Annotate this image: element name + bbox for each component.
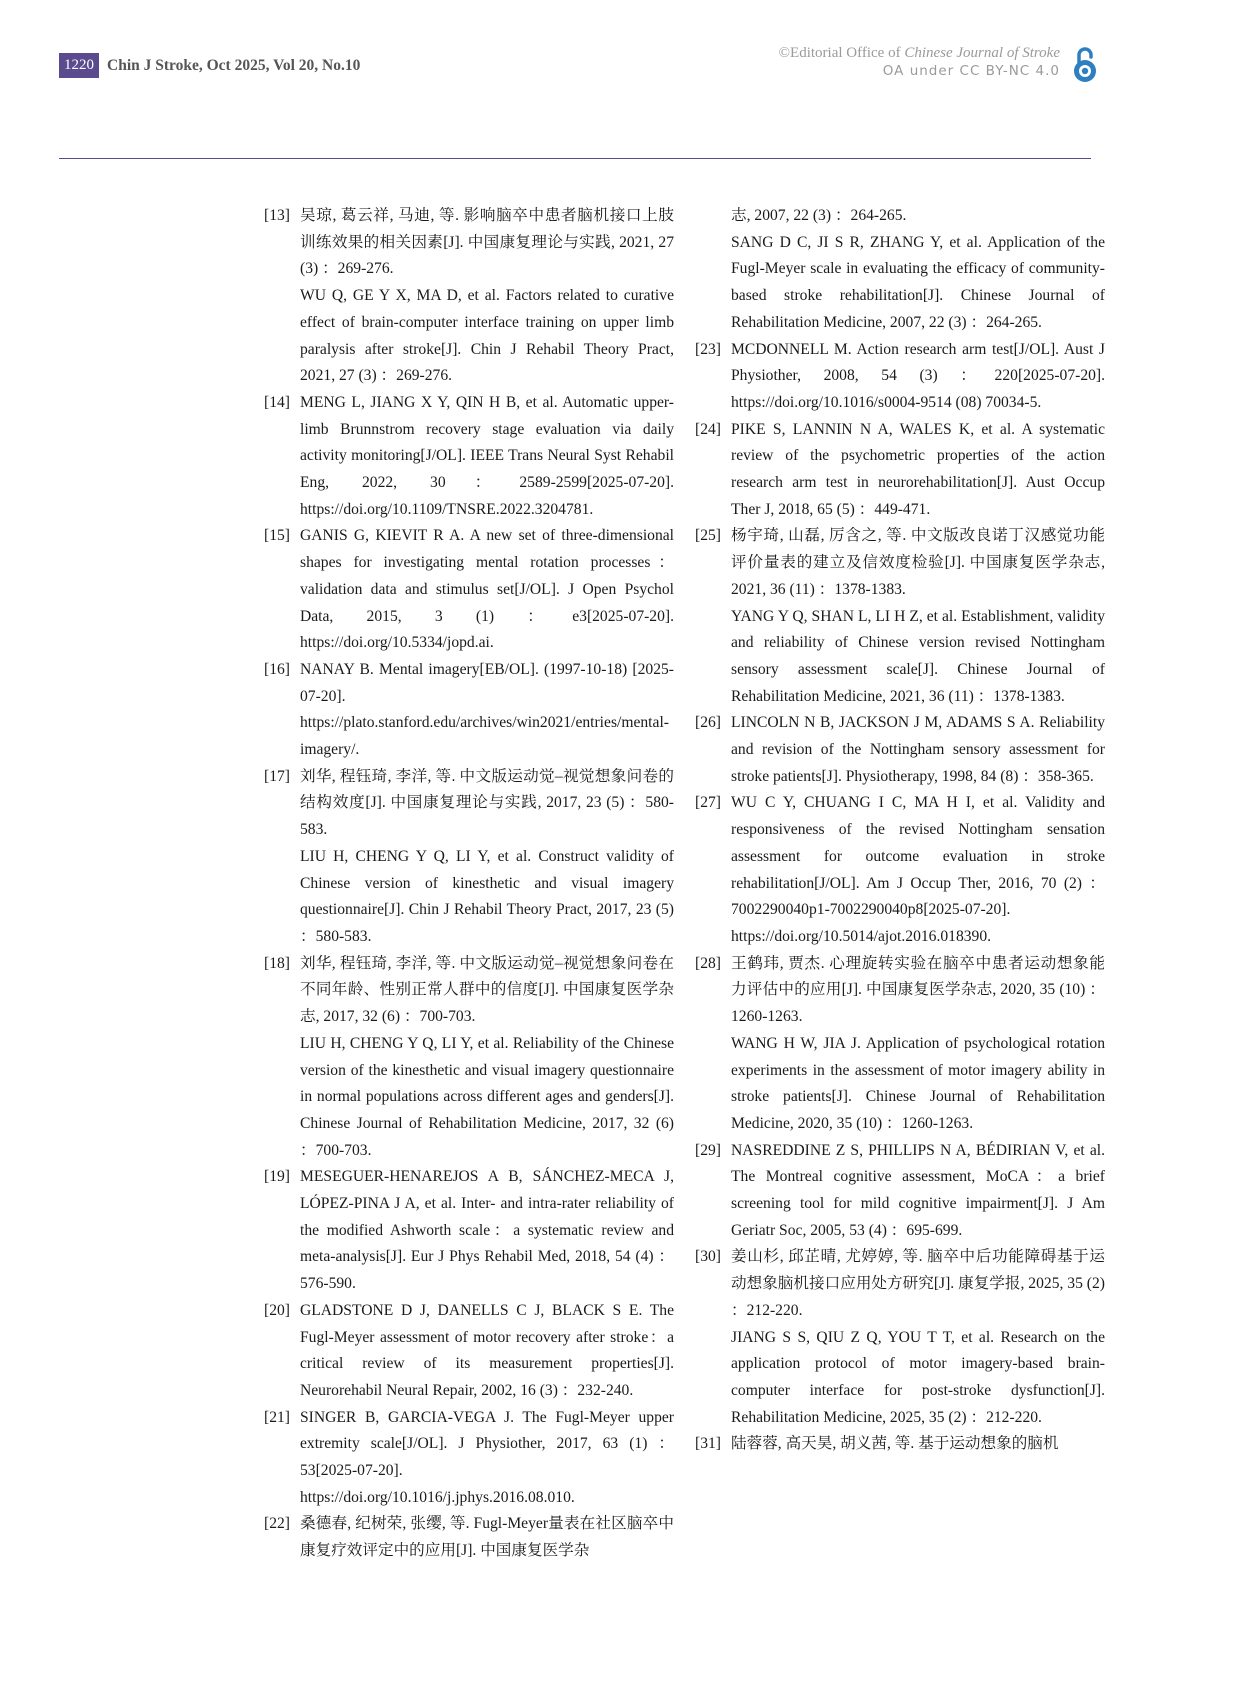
journal-citation: Chin J Stroke, Oct 2025, Vol 20, No.10 bbox=[107, 56, 361, 74]
reference-text: 姜山杉, 邱芷晴, 尤婷婷, 等. 脑卒中后功能障碍基于运动想象脑机接口应用处方研究[J]. 康复学报, 2025, 35 (2) ：212-220. bbox=[731, 1248, 1105, 1319]
reference-text: 刘华, 程钰琦, 李洋, 等. 中文版运动觉–视觉想象问卷的结构效度[J]. 中国康复理论与实践, 2017, 23 (5) ：580-583. bbox=[300, 767, 674, 839]
reference-text: NASREDDINE Z S, PHILLIPS N A, BÉDIRIAN V, et al. The Montreal cognitive assessment, MoCA：a brief screening tool for mild cognitive impairment[J]. J Am Geriatr Soc, 2005, 53 (4) ：695-699. bbox=[731, 1141, 1105, 1239]
reference-item bbox=[695, 417, 1105, 524]
reference-text: SINGER B, GARCIA-VEGA J. The Fugl-Meyer upper extremity scale[J/OL]. J Physiother, 2017, 63 (1) ：53[2025-07-20]. https://doi.org/10.1016/j.jphys.2016.08.010. bbox=[300, 1408, 674, 1506]
reference-item bbox=[695, 790, 1105, 950]
page-number: 1220 bbox=[59, 53, 99, 78]
reference-number: [18] bbox=[264, 954, 290, 972]
reference-item bbox=[264, 951, 674, 1165]
reference-item bbox=[695, 523, 1105, 710]
running-header-right bbox=[779, 44, 1060, 80]
reference-number: [30] bbox=[695, 1248, 721, 1266]
header-rule bbox=[59, 158, 1091, 159]
reference-text: MENG L, JIANG X Y, QIN H B, et al. Automatic upper-limb Brunnstrom recovery stage evaluation via daily activity monitoring[J/OL]. IEEE Trans Neural Syst Rehabil Eng, 2022, 30：2589-2599[2025-07-20]. https://doi.org/10.1109/TNSRE.2022.3204781. bbox=[300, 393, 674, 518]
reference-item bbox=[695, 337, 1105, 417]
reference-text: 王鹤玮, 贾杰. 心理旋转实验在脑卒中患者运动想象能力评估中的应用[J]. 中国康复医学杂志, 2020, 35 (10) ：1260-1263. bbox=[731, 954, 1105, 1026]
reference-number: [28] bbox=[695, 954, 721, 972]
reference-text: LINCOLN N B, JACKSON J M, ADAMS S A. Reliability and revision of the Nottingham sensory assessment for stroke patients[J]. Physiotherapy, 1998, 84 (8) ：358-365. bbox=[731, 714, 1105, 785]
reference-number: [21] bbox=[264, 1408, 290, 1426]
reference-text: 刘华, 程钰琦, 李洋, 等. 中文版运动觉–视觉想象问卷在不同年龄、性别正常人群中的信度[J]. 中国康复医学杂志, 2017, 32 (6) ：700-703. bbox=[300, 954, 674, 1026]
reference-text: GANIS G, KIEVIT R A. A new set of three-dimensional shapes for investigating mental rotation processes：validation data and stimulus set[J/OL]. J Open Psychol Data, 2015, 3 (1) ：e3[2025-07-20]. https://doi.org/10.5334/jopd.ai. bbox=[300, 527, 674, 652]
references-right-column bbox=[695, 203, 1105, 1458]
reference-number: [27] bbox=[695, 794, 721, 812]
reference-text: 吴琼, 葛云祥, 马迪, 等. 影响脑卒中患者脑机接口上肢训练效果的相关因素[J]. 中国康复理论与实践, 2021, 27 (3) ：269-276. bbox=[300, 207, 674, 278]
reference-item bbox=[264, 657, 674, 764]
open-access-lock-icon bbox=[1070, 44, 1100, 84]
reference-item bbox=[264, 1405, 674, 1512]
reference-number: [26] bbox=[695, 714, 721, 732]
reference-text: 志, 2007, 22 (3) ：264-265. bbox=[731, 207, 907, 224]
reference-number: [20] bbox=[264, 1301, 290, 1319]
reference-text: MESEGUER-HENAREJOS A B, SÁNCHEZ-MECA J, LÓPEZ-PINA J A, et al. Inter- and intra-rater reliability of the modified Ashworth scale：a systematic review and meta-analysis[J]. Eur J Phys Rehabil Med, 2018, 54 (4) ：576-590. bbox=[300, 1168, 674, 1293]
reference-number: [19] bbox=[264, 1168, 290, 1186]
reference-text: LIU H, CHENG Y Q, LI Y, et al. Construct validity of Chinese version of kinesthetic and visual imagery questionnaire[J]. Chin J Rehabil Theory Pract, 2017, 23 (5) ：580-583. bbox=[300, 847, 674, 945]
copyright-journal: Chinese Journal of Stroke bbox=[904, 45, 1060, 61]
reference-text: MCDONNELL M. Action research arm test[J/OL]. Aust J Physiother, 2008, 54 (3) ：220[2025-07-20]. https://doi.org/10.1016/s0004-9514 (08) 70034-5. bbox=[731, 340, 1105, 411]
reference-item bbox=[264, 390, 674, 524]
copyright-prefix: ©Editorial Office of bbox=[778, 45, 905, 61]
reference-item bbox=[695, 1431, 1105, 1458]
reference-text: 桑德春, 纪树荣, 张缨, 等. Fugl-Meyer量表在社区脑卒中康复疗效评定中的应用[J]. 中国康复医学杂 bbox=[300, 1515, 674, 1560]
reference-item bbox=[264, 523, 674, 657]
reference-number: [15] bbox=[264, 527, 290, 545]
reference-text: LIU H, CHENG Y Q, LI Y, et al. Reliability of the Chinese version of the kinesthetic and visual imagery questionnaire in normal populations across different ages and genders[J]. Chinese Journal of Rehabilitation Medicine, 2017, 32 (6) ：700-703. bbox=[300, 1034, 674, 1159]
running-header-left bbox=[59, 53, 360, 78]
reference-number: [25] bbox=[695, 527, 721, 545]
reference-number: [13] bbox=[264, 207, 290, 224]
license-text: OA under CC BY-NC 4.0 bbox=[882, 63, 1060, 79]
reference-text: JIANG S S, QIU Z Q, YOU T T, et al. Research on the application protocol of motor imagery-based brain-computer interface for post-stroke dysfunction[J]. Rehabilitation Medicine, 2025, 35 (2) ：212-220. bbox=[731, 1328, 1105, 1426]
reference-text: NANAY B. Mental imagery[EB/OL]. (1997-10-18) [2025-07-20]. https://plato.stanford.edu/archives/win2021/entries/mental-imagery/. bbox=[300, 660, 674, 759]
reference-number: [23] bbox=[695, 340, 721, 358]
reference-number: [24] bbox=[695, 420, 721, 438]
reference-item bbox=[695, 710, 1105, 790]
reference-number: [29] bbox=[695, 1141, 721, 1159]
reference-text: YANG Y Q, SHAN L, LI H Z, et al. Establishment, validity and reliability of Chinese version revised Nottingham sensory assessment scale[J]. Chinese Journal of Rehabilitation Medicine, 2021, 36 (11) ：1378-1383. bbox=[731, 607, 1105, 705]
reference-text: WU C Y, CHUANG I C, MA H I, et al. Validity and responsiveness of the revised Nottingham sensation assessment for outcome evaluation in stroke rehabilitation[J/OL]. Am J Occup Ther, 2016, 70 (2) ：7002290040p1-7002290040p8[2025-07-20]. https://doi.org/10.5014/ajot.2016.018390. bbox=[731, 794, 1105, 945]
references-left-column bbox=[264, 203, 674, 1565]
reference-text: 陆蓉蓉, 高天昊, 胡义茜, 等. 基于运动想象的脑机 bbox=[731, 1435, 1059, 1453]
reference-text: WANG H W, JIA J. Application of psychological rotation experiments in the assessment of motor imagery ability in stroke patients[J]. Chinese Journal of Rehabilitation Medicine, 2020, 35 (10) ：1260-1263. bbox=[731, 1034, 1105, 1132]
reference-item bbox=[264, 1511, 674, 1564]
reference-number: [14] bbox=[264, 393, 290, 411]
reference-item bbox=[695, 1244, 1105, 1431]
reference-number: [17] bbox=[264, 767, 290, 785]
reference-number: [22] bbox=[264, 1515, 290, 1533]
reference-text: SANG D C, JI S R, ZHANG Y, et al. Application of the Fugl-Meyer scale in evaluating the efficacy of community-based stroke rehabilitation[J]. Chinese Journal of Rehabilitation Medicine, 2007, 22 (3) ：264-265. bbox=[731, 233, 1105, 331]
reference-text: 杨宇琦, 山磊, 厉含之, 等. 中文版改良诺丁汉感觉功能评价量表的建立及信效度检验[J]. 中国康复医学杂志, 2021, 36 (11) ：1378-1383. bbox=[731, 527, 1105, 598]
reference-item bbox=[264, 1164, 674, 1298]
reference-text: WU Q, GE Y X, MA D, et al. Factors related to curative effect of brain-computer interface training on upper limb paralysis after stroke[J]. Chin J Rehabil Theory Pract, 2021, 27 (3) ：269-276. bbox=[300, 287, 674, 385]
reference-item bbox=[264, 203, 674, 390]
reference-item bbox=[264, 764, 674, 951]
reference-text: PIKE S, LANNIN N A, WALES K, et al. A systematic review of the psychometric properties of the action research arm test in neurorehabilitation[J]. Aust Occup Ther J, 2018, 65 (5) ：449-471. bbox=[731, 420, 1105, 518]
reference-item bbox=[695, 203, 1105, 337]
reference-text: GLADSTONE D J, DANELLS C J, BLACK S E. The Fugl-Meyer assessment of motor recovery after stroke：a critical review of its measurement properties[J]. Neurorehabil Neural Repair, 2002, 16 (3) ：232-240. bbox=[300, 1301, 674, 1399]
reference-number: [16] bbox=[264, 660, 290, 678]
reference-number: [31] bbox=[695, 1435, 721, 1453]
reference-item bbox=[264, 1298, 674, 1405]
reference-item bbox=[695, 951, 1105, 1138]
reference-item bbox=[695, 1138, 1105, 1245]
